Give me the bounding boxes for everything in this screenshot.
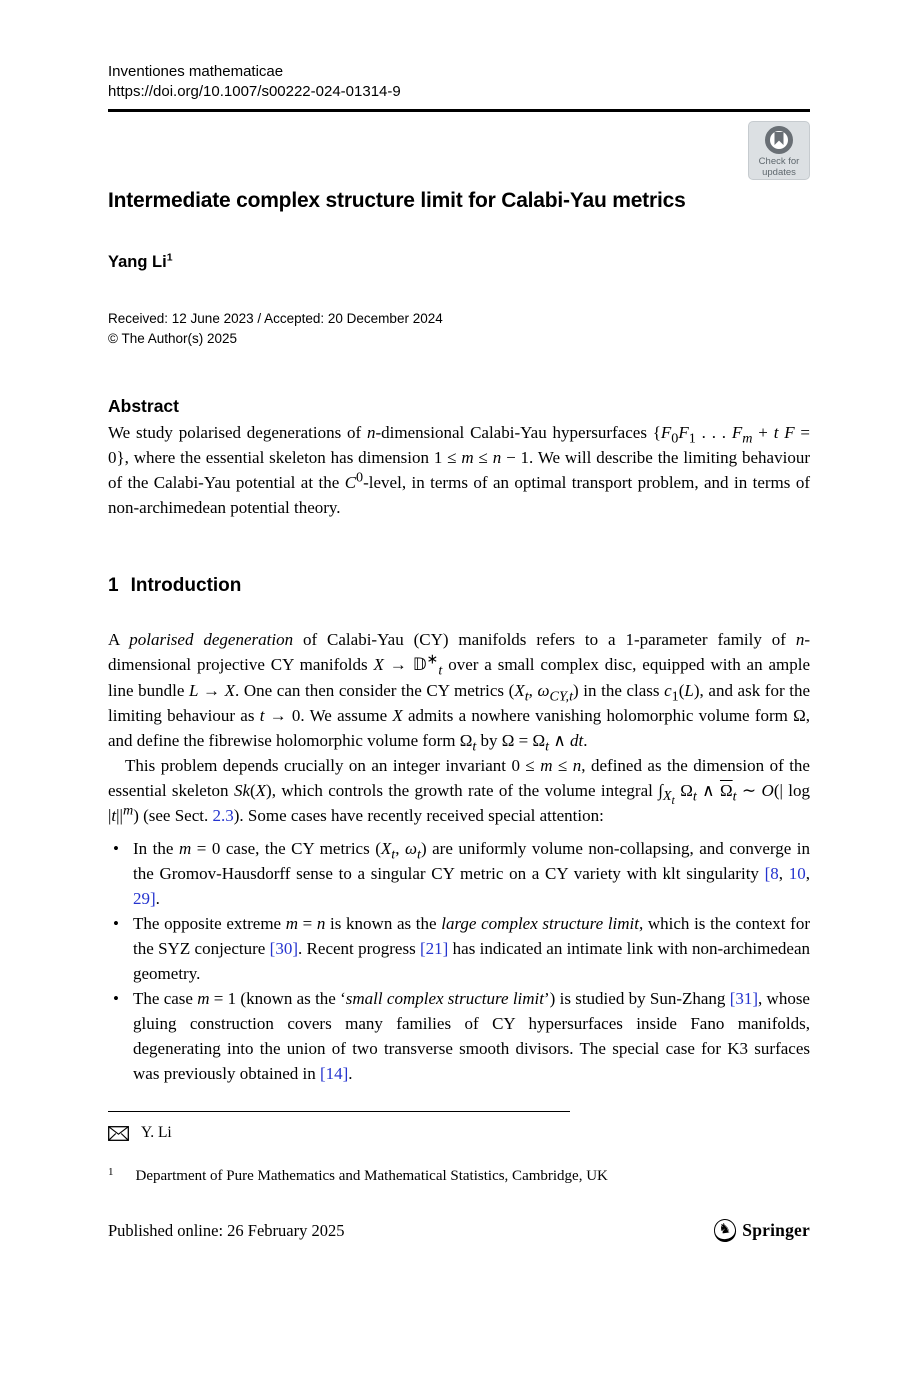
correspondence-author: Y. Li bbox=[141, 1124, 172, 1141]
springer-wordmark: Springer bbox=[742, 1220, 810, 1240]
affiliation-number: 1 bbox=[108, 1166, 114, 1178]
journal-name: Inventiones mathematicae bbox=[108, 63, 284, 80]
ref-link-14[interactable]: [14] bbox=[319, 1064, 349, 1083]
check-updates-label: Check for updates bbox=[758, 156, 800, 178]
journal-doi: https://doi.org/10.1007/s00222-024-01314-9 bbox=[108, 83, 401, 100]
received-accepted-line: Received: 12 June 2023 / Accepted: 20 December 2024 bbox=[108, 311, 443, 326]
ref-link-8[interactable]: [8 bbox=[764, 864, 779, 883]
author-affiliation-mark: 1 bbox=[166, 251, 173, 264]
affiliation-line bbox=[108, 1166, 810, 1186]
list-item-m0-case: • In the m = 0 case, the CY metrics ($X_t$, $\omega_t$) are uniformly volume non-collapsing, and converge in the Gromov-Hausdorff sense to a singular CY metric on a CY variety with klt singularity [8, 10, 29]. bbox=[108, 836, 810, 911]
section-title: Introduction bbox=[130, 575, 242, 596]
article-history bbox=[108, 309, 810, 349]
case-list bbox=[108, 836, 810, 1086]
ref-link-29[interactable]: 29] bbox=[133, 889, 156, 908]
springer-knight-icon: ♞ bbox=[713, 1218, 738, 1244]
ref-link-31[interactable]: [31] bbox=[729, 989, 759, 1008]
envelope-icon bbox=[108, 1126, 129, 1141]
bookmark-icon bbox=[775, 132, 784, 145]
author-name: Yang Li bbox=[108, 253, 167, 271]
author-line bbox=[108, 251, 810, 273]
published-online-line: Published online: 26 February 2025 bbox=[108, 1220, 345, 1240]
section-heading-introduction bbox=[108, 573, 810, 599]
ref-link-sect-2-3[interactable]: 2.3 bbox=[212, 806, 234, 825]
article-title: Intermediate complex structure limit for Calabi-Yau metrics bbox=[108, 189, 686, 212]
affiliation-text: Department of Pure Mathematics and Mathematical Statistics, Cambridge, UK bbox=[135, 1168, 608, 1184]
correspondence-line bbox=[108, 1122, 810, 1144]
check-updates-icon bbox=[765, 126, 793, 154]
list-item-m1-case: • The case m = 1 (known as the ‘small complex structure limit’) is studied by Sun-Zhang [31], whose gluing construction covers many families of CY hypersurfaces inside Fano manifolds, degenerating into the union of two transverse smooth divisors. The special case for K3 surfaces was previously obtained in [14]. bbox=[108, 986, 810, 1086]
list-item-mn-case: • The opposite extreme m = n is known as the large complex structure limit, which is the context for the SYZ conjecture [30]. Recent progress [21] has indicated an intimate link with non-archimedean geometry. bbox=[108, 911, 810, 986]
header-divider bbox=[108, 109, 810, 112]
springer-logo bbox=[714, 1219, 810, 1242]
section-number: 1 bbox=[108, 575, 119, 596]
page-footer bbox=[108, 1219, 810, 1242]
ref-link-30[interactable]: [30] bbox=[269, 939, 298, 958]
abstract-heading: Abstract bbox=[108, 396, 179, 416]
journal-header bbox=[108, 62, 810, 102]
abstract-text: We study polarised degenerations of n-dimensional Calabi-Yau hypersurfaces {$F_0F_1$ . . . $F_m + t$ F = 0}, where the essential skeleton has dimension 1 ≤ m ≤ n − 1. We will describe the limiting behaviour of the Calabi-Yau potential at the $C^0$-level, in terms of an optimal transport problem, and in terms of non-archimedean potential theory. bbox=[108, 423, 811, 517]
ref-link-21[interactable]: [21] bbox=[420, 939, 449, 958]
copyright-line: © The Author(s) 2025 bbox=[108, 331, 238, 346]
check-for-updates-badge[interactable] bbox=[748, 121, 810, 180]
footnote-divider bbox=[108, 1111, 570, 1112]
intro-paragraph-1: A polarised degeneration of Calabi-Yau (CY) manifolds refers to a 1-parameter family of n-dimensional projective CY manifolds X → 𝔻∗$_t$ over a small complex disc, equipped with an ample line bundle L → X. One can then consider the CY metrics ($X_t$, $\omega_{CY,t}$) in the class $c_1(L)$, and ask for the limiting behaviour as t → 0. We assume X admits a nowhere vanishing holomorphic volume form Ω, and define the fibrewise holomorphic volume form $\Omega_t$ by $\Omega = \Omega_t$ ∧ dt. bbox=[108, 630, 811, 755]
ref-link-10[interactable]: 10 bbox=[788, 864, 806, 883]
intro-paragraph-2: This problem depends crucially on an integer invariant 0 ≤ m ≤ n, defined as the dimension of the essential skeleton Sk(X), which controls the growth rate of the volume integral $\int_{X_t}$ $\Omega_t$ ∧ $\overline{\Omega}_t$ ∼ O(| $\log |t||^m$) (see Sect. 2.3). Some cases have recently received special attention: bbox=[108, 756, 810, 825]
